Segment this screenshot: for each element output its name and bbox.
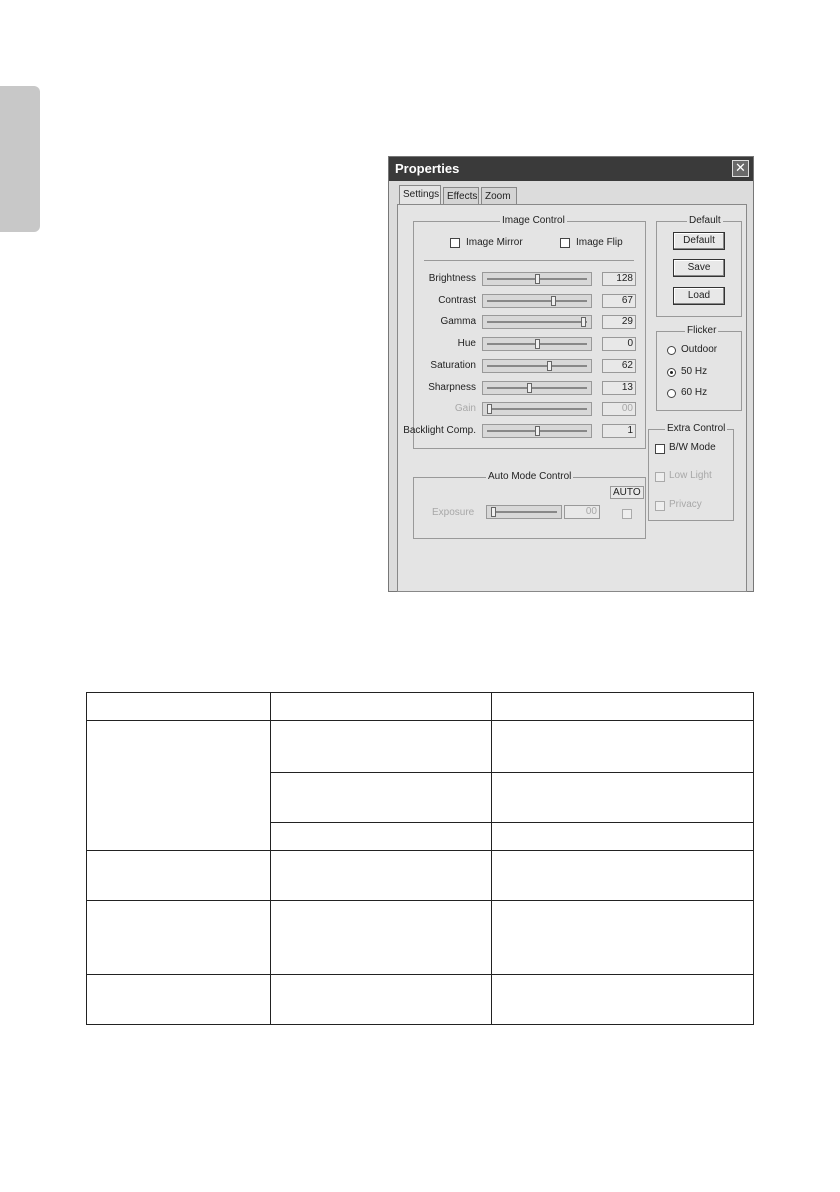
gamma-value: 29 (602, 315, 636, 329)
image-mirror-label: Image Mirror (466, 237, 523, 248)
hue-slider[interactable] (482, 337, 592, 351)
hue-value: 0 (602, 337, 636, 351)
table-row (87, 721, 754, 773)
table-cell (87, 693, 271, 721)
table-cell (492, 823, 754, 851)
auto-mode-title: Auto Mode Control (488, 471, 572, 482)
image-flip-label: Image Flip (576, 237, 623, 248)
table-cell (87, 975, 271, 1025)
table-cell (270, 901, 492, 975)
extra-control-group (648, 423, 734, 521)
exposure-slider[interactable] (486, 505, 562, 519)
brightness-label: Brightness (428, 273, 476, 284)
bw-mode-label: B/W Mode (669, 442, 716, 453)
image-flip-checkbox[interactable] (560, 238, 570, 248)
low-light-checkbox[interactable] (655, 472, 665, 482)
dialog-title: Properties (395, 161, 460, 176)
table-cell (492, 721, 754, 773)
saturation-slider-thumb[interactable] (547, 361, 552, 371)
table-cell (270, 823, 492, 851)
saturation-label: Saturation (430, 360, 476, 371)
auto-checkbox[interactable] (622, 509, 632, 519)
exposure-value: 00 (564, 505, 600, 519)
table-cell (492, 975, 754, 1025)
table-cell (270, 851, 492, 901)
auto-label: AUTO (610, 486, 644, 499)
gamma-label: Gamma (440, 316, 476, 327)
contrast-slider[interactable] (482, 294, 592, 308)
table-cell (492, 901, 754, 975)
table-cell (87, 901, 271, 975)
image-control-divider (424, 260, 634, 261)
table-cell (270, 773, 492, 823)
close-icon[interactable]: ✕ (732, 160, 749, 177)
table-row (87, 693, 754, 721)
image-mirror-checkbox[interactable] (450, 238, 460, 248)
default-button[interactable]: Default (673, 232, 725, 250)
backlight-comp-label: Backlight Comp. (403, 425, 476, 436)
hue-slider-thumb[interactable] (535, 339, 540, 349)
tab-zoom[interactable]: Zoom (481, 187, 517, 205)
flicker-50hz-radio[interactable] (667, 368, 676, 377)
table-cell (492, 851, 754, 901)
dialog-titlebar (389, 157, 753, 181)
flicker-50hz-label: 50 Hz (681, 366, 708, 377)
low-light-label: Low Light (669, 470, 712, 481)
exposure-slider-thumb[interactable] (491, 507, 496, 517)
settings-page (397, 204, 747, 592)
gain-slider-thumb[interactable] (487, 404, 492, 414)
gamma-slider[interactable] (482, 315, 592, 329)
flicker-60hz-label: 60 Hz (681, 387, 708, 398)
privacy-label: Privacy (669, 499, 702, 510)
backlight-comp-slider-thumb[interactable] (535, 426, 540, 436)
gain-label: Gain (454, 403, 476, 414)
contrast-label: Contrast (438, 295, 476, 306)
brightness-slider-thumb[interactable] (535, 274, 540, 284)
flicker-outdoor-label: Outdoor (681, 344, 718, 355)
flicker-title: Flicker (687, 325, 717, 336)
flicker-outdoor-radio[interactable] (667, 346, 676, 355)
sharpness-label: Sharpness (428, 382, 476, 393)
privacy-checkbox[interactable] (655, 501, 665, 511)
table-cell (492, 773, 754, 823)
table-cell (87, 851, 271, 901)
sharpness-value: 13 (602, 381, 636, 395)
hue-label: Hue (457, 338, 476, 349)
properties-dialog (388, 156, 754, 592)
table-cell (270, 975, 492, 1025)
saturation-value: 62 (602, 359, 636, 373)
flicker-60hz-radio[interactable] (667, 389, 676, 398)
image-control-group (403, 215, 646, 449)
gain-slider[interactable] (482, 402, 592, 416)
exposure-label: Exposure (432, 507, 475, 518)
brightness-slider[interactable] (482, 272, 592, 286)
saturation-slider[interactable] (482, 359, 592, 373)
table-row (87, 851, 754, 901)
default-group (656, 215, 742, 317)
table-cell (492, 693, 754, 721)
image-control-title: Image Control (502, 215, 565, 226)
table-row (87, 975, 754, 1025)
bw-mode-checkbox[interactable] (655, 444, 665, 454)
tab-effects[interactable]: Effects (443, 187, 479, 205)
default-group-title: Default (689, 215, 721, 226)
gamma-slider-thumb[interactable] (581, 317, 586, 327)
backlight-comp-slider[interactable] (482, 424, 592, 438)
backlight-comp-value: 1 (602, 424, 636, 438)
spec-table (86, 692, 754, 1025)
language-side-tab (0, 86, 40, 232)
save-button[interactable]: Save (673, 259, 725, 277)
table-cell (270, 693, 492, 721)
flicker-group (656, 325, 742, 411)
load-button[interactable]: Load (673, 287, 725, 305)
table-cell (87, 721, 271, 851)
sharpness-slider-thumb[interactable] (527, 383, 532, 393)
contrast-slider-thumb[interactable] (551, 296, 556, 306)
tab-settings[interactable]: Settings (399, 185, 441, 206)
table-cell (270, 721, 492, 773)
brightness-value: 128 (602, 272, 636, 286)
contrast-value: 67 (602, 294, 636, 308)
sharpness-slider[interactable] (482, 381, 592, 395)
table-row (87, 901, 754, 975)
gain-value: 00 (602, 402, 636, 416)
auto-mode-group (413, 471, 646, 539)
extra-control-title: Extra Control (667, 423, 726, 434)
